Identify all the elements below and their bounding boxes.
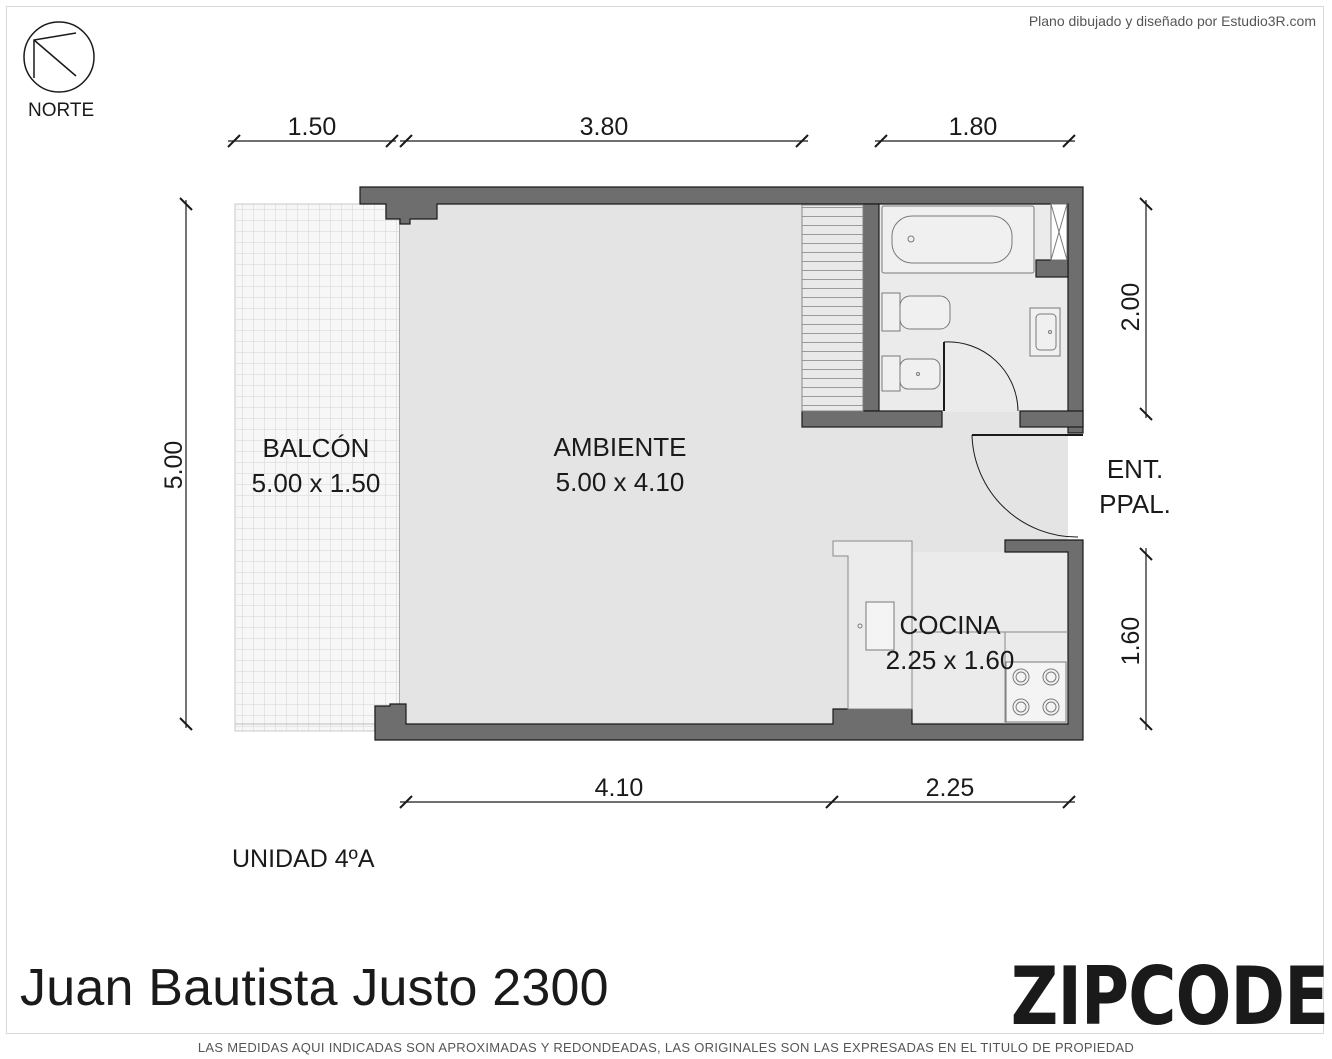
north-arrow-icon [24, 22, 94, 92]
bathtub-icon [882, 206, 1034, 273]
disclaimer-text: LAS MEDIDAS AQUI INDICADAS SON APROXIMADAS Y REDONDEADAS, LAS ORIGINALES SON LAS EXPRESADAS EN EL TITULO DE PROPIEDAD [197, 1040, 1135, 1055]
living-name: AMBIENTE [553, 432, 687, 462]
kitchen-name: COCINA [899, 610, 1001, 640]
dim-top-living: 3.80 [579, 113, 629, 141]
toilet-icon [882, 293, 950, 331]
dim-bottom-living: 4.10 [594, 774, 644, 802]
brand-logo: ZIPCODE [1010, 950, 1328, 1043]
balcony-name: BALCÓN [262, 433, 370, 463]
unit-label: UNIDAD 4ºA [232, 845, 375, 873]
dim-left: 5.00 [160, 440, 188, 490]
dim-right-top: 2.00 [1117, 282, 1145, 332]
dim-top-balcony: 1.50 [287, 113, 337, 141]
shaft-icon [1051, 204, 1067, 260]
north-label: NORTE [28, 100, 95, 121]
washbasin-icon [1030, 308, 1060, 356]
cooktop-icon [1006, 662, 1066, 722]
stairs [802, 205, 863, 411]
address-title: Juan Bautista Justo 2300 [20, 959, 609, 1017]
kitchen-size: 2.25 x 1.60 [885, 645, 1015, 675]
dim-top-bath: 1.80 [948, 113, 998, 141]
entrance-label-1: ENT. [1106, 454, 1164, 484]
dim-bottom-kitchen: 2.25 [925, 774, 975, 802]
bidet-icon [882, 356, 940, 391]
balcony-size: 5.00 x 1.50 [251, 468, 381, 498]
entrance-label-2: PPAL. [1099, 489, 1171, 519]
credit-text: Plano dibujado y diseñado por Estudio3R.com [1028, 13, 1316, 29]
living-size: 5.00 x 4.10 [555, 467, 685, 497]
dim-right-bottom: 1.60 [1117, 616, 1145, 666]
